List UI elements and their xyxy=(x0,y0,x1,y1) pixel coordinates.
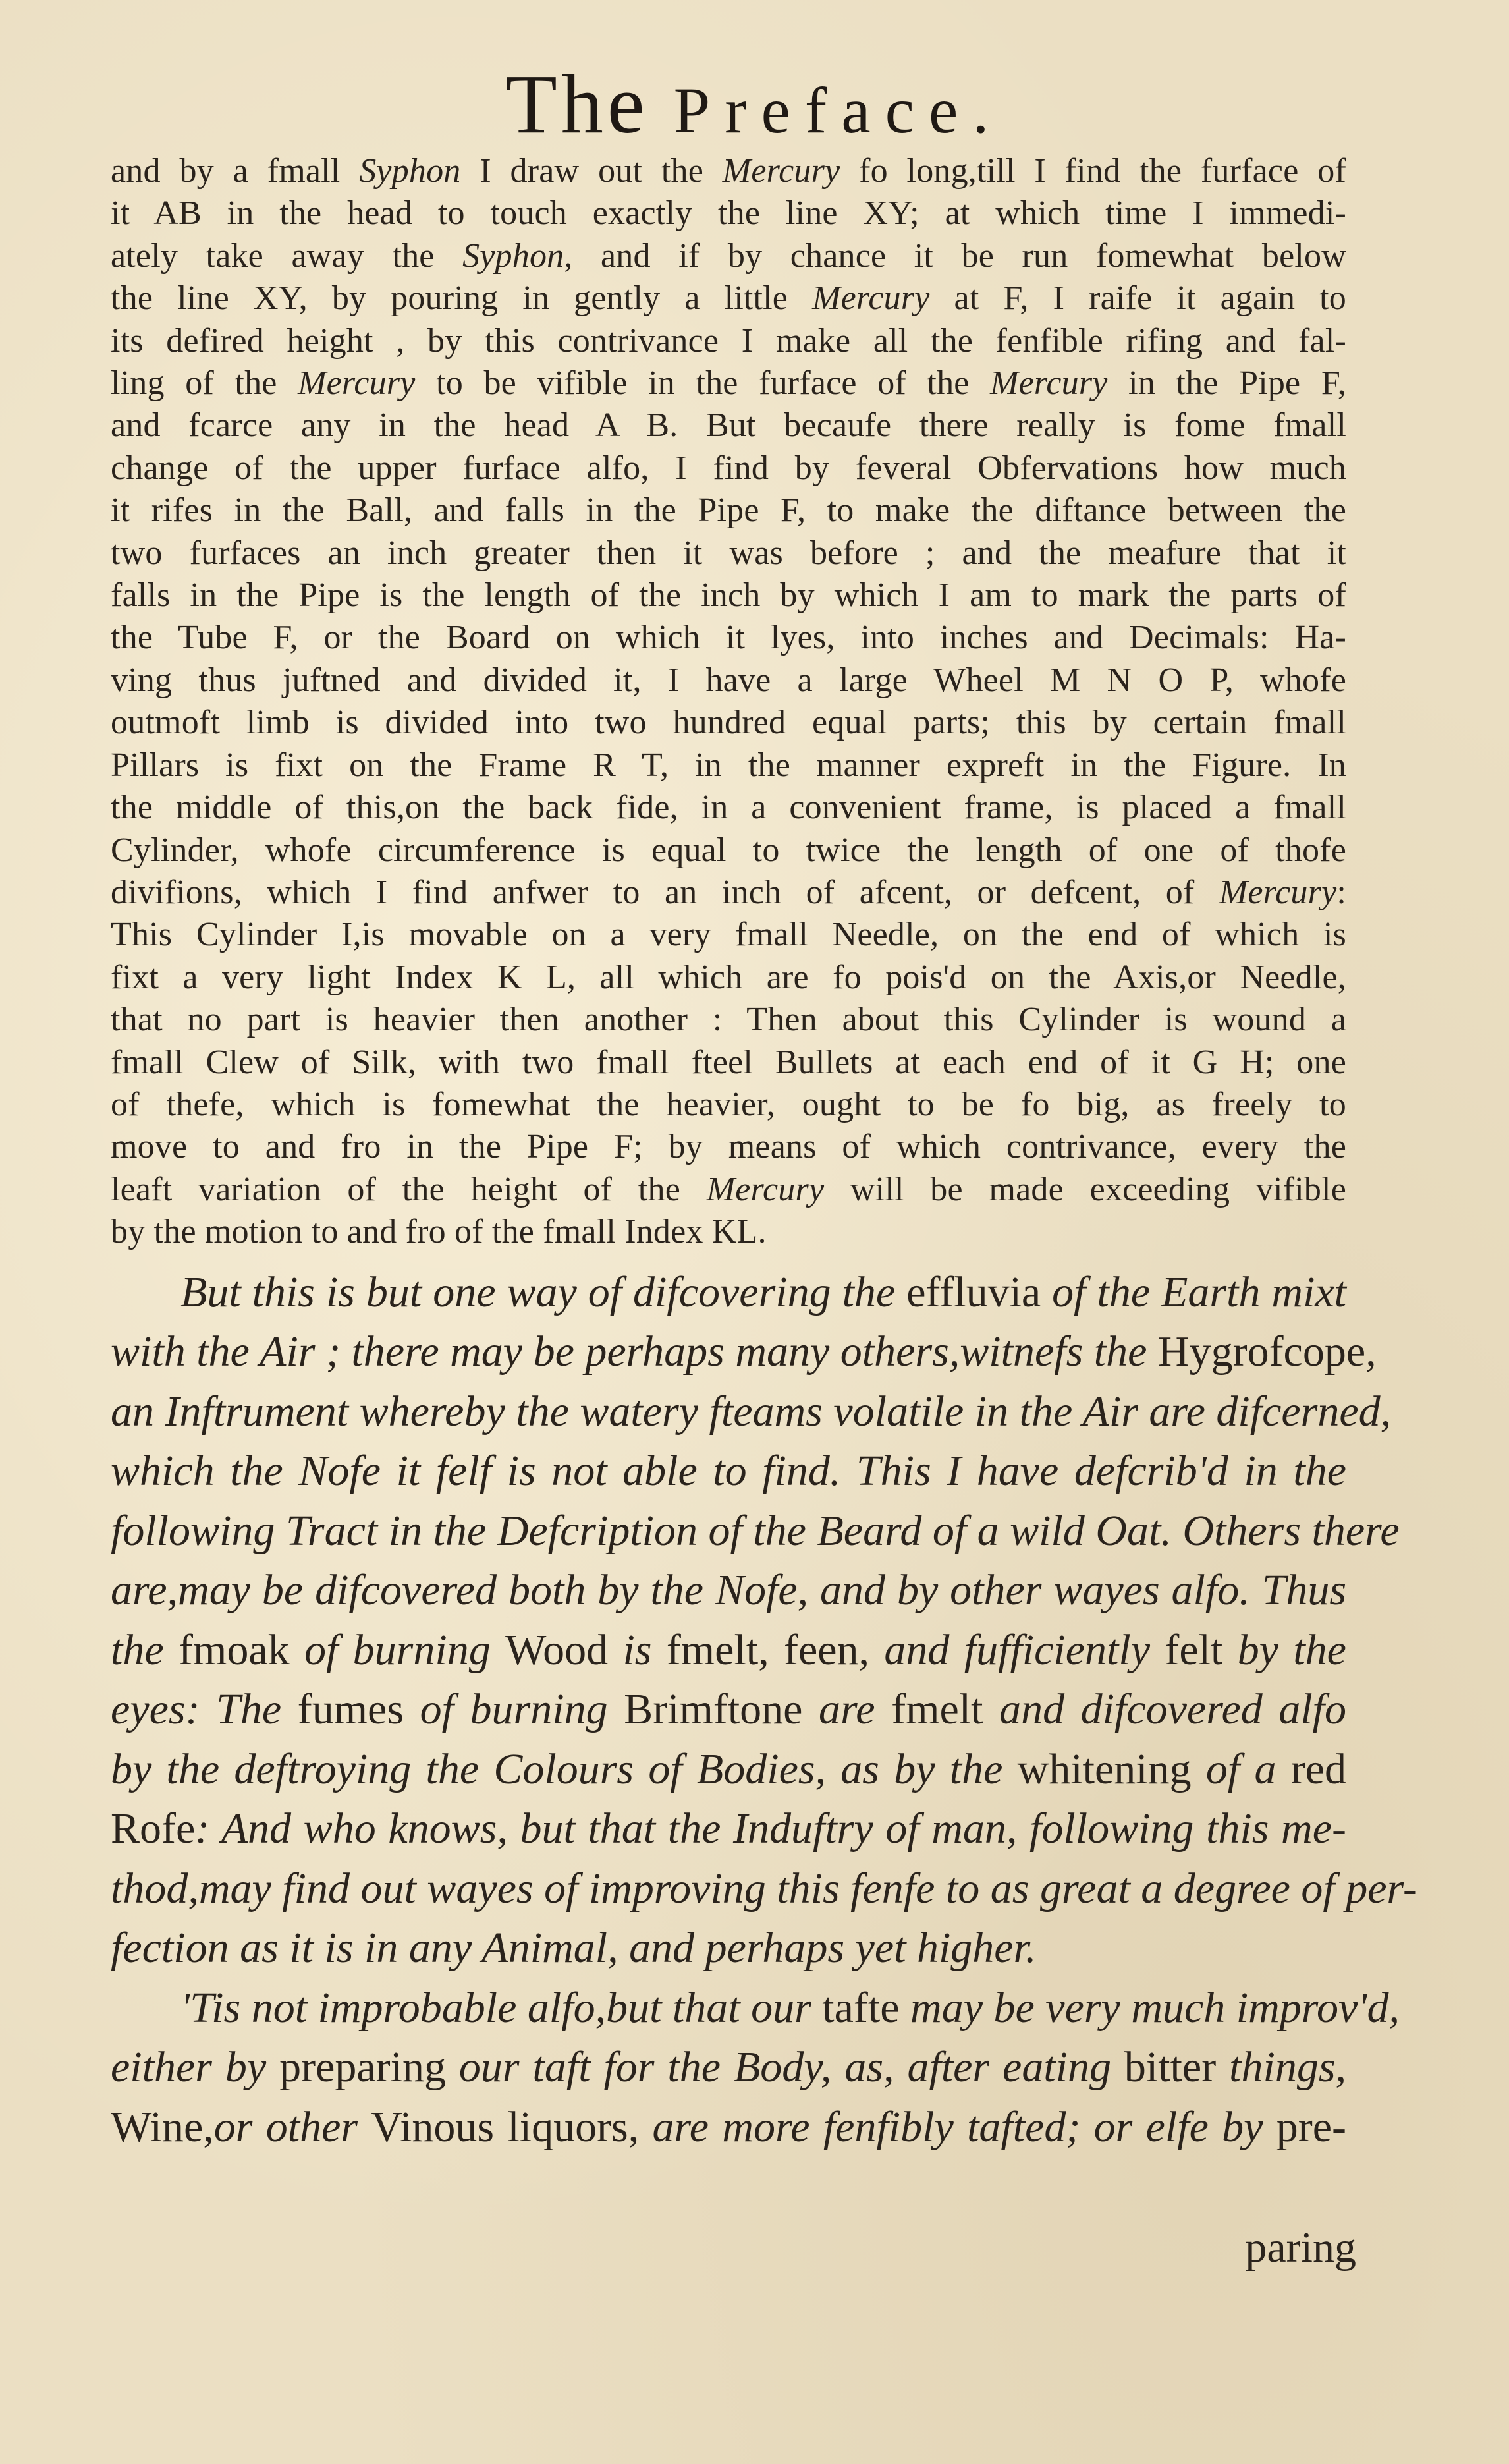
text-line xyxy=(111,192,1346,235)
roman-run: Brimftone xyxy=(624,1685,803,1734)
text-run: thod,may find out wayes of improving this fenfe to as great a degree of per- xyxy=(111,1864,1417,1913)
text-run: by the xyxy=(1222,1625,1346,1674)
text-run: : And who knows, but that the Induftry of man, following this me- xyxy=(195,1805,1346,1853)
text-run: : xyxy=(1336,873,1346,911)
text-run: and fcarce any in the head A B. But becaufe there really is fome fmall xyxy=(111,406,1346,445)
text-line xyxy=(111,702,1346,744)
text-run: and by a fmall xyxy=(111,152,360,190)
text-run: change of the upper furface alfo, I find by feveral Obfervations how much xyxy=(111,449,1346,487)
italic-run: Mercury xyxy=(1219,873,1337,911)
text-run: by the motion to and fro of the fmall Index KL. xyxy=(111,1213,767,1251)
paragraph-effluvia xyxy=(111,1263,1417,1978)
text-run: it AB in the head to touch exactly the line XY; at which time I immedi- xyxy=(111,194,1346,233)
text-line xyxy=(111,957,1346,999)
text-run: which the Nofe it felf is not able to find. This I have defcrib'd in the xyxy=(111,1447,1346,1496)
text-line xyxy=(111,1501,1400,1561)
italic-run: Mercury xyxy=(298,364,416,403)
italic-run: Mercury xyxy=(706,1170,825,1208)
roman-run: tafte xyxy=(822,1983,900,2032)
text-line xyxy=(111,1211,1346,1253)
text-line xyxy=(111,914,1346,956)
text-line xyxy=(111,1621,1346,1681)
text-run: This Cylinder I,is movable on a very fmall Needle, on the end of which is xyxy=(111,916,1346,954)
text-line xyxy=(111,1859,1417,1919)
roman-run: Hygrofcope xyxy=(1157,1328,1366,1376)
text-run: our taft for the Body, as, after eating xyxy=(445,2043,1124,2092)
text-line xyxy=(111,1042,1346,1084)
text-run: or other xyxy=(213,2102,371,2151)
text-line xyxy=(111,1978,1400,2038)
text-line xyxy=(111,490,1346,532)
italic-run: Syphon xyxy=(462,237,564,275)
text-run: fo long,till I find the furface of xyxy=(840,152,1346,190)
text-line xyxy=(111,787,1346,829)
text-run: things, xyxy=(1216,2043,1347,2092)
roman-run: red xyxy=(1290,1745,1346,1793)
text-run: following Tract in the Defcription of the Beard of a wild Oat. Others there xyxy=(111,1506,1400,1555)
text-run: fmall Clew of Silk, with two fmall fteel Bullets at each end of it G H; one xyxy=(111,1043,1346,1081)
text-run: , and if by chance it be run fomewhat below xyxy=(564,237,1346,275)
text-line xyxy=(111,235,1346,277)
text-run: with the Air ; there may be perhaps many others,witnefs the xyxy=(111,1328,1158,1376)
text-run: are xyxy=(802,1685,892,1734)
text-line xyxy=(111,829,1346,872)
text-line xyxy=(111,532,1346,574)
body-text xyxy=(111,150,1417,2157)
text-run: and fufficiently xyxy=(869,1625,1165,1674)
text-run: the xyxy=(111,1625,178,1674)
text-run: falls in the Pipe is the length of the inch by which I am to mark the parts of xyxy=(111,576,1346,615)
text-line xyxy=(111,150,1346,192)
running-head-second: Preface. xyxy=(673,74,1004,147)
text-run: , xyxy=(1365,1328,1377,1376)
text-run: leaft variation of the height of the xyxy=(111,1170,707,1208)
text-line xyxy=(111,872,1346,914)
roman-run: pre- xyxy=(1276,2102,1347,2151)
text-line xyxy=(111,1084,1346,1126)
text-run: fixt a very light Index K L, all which are fo pois'd on the Axis,or Needle, xyxy=(111,958,1346,996)
roman-run: fmoak xyxy=(178,1625,290,1674)
text-line xyxy=(111,999,1346,1041)
text-line xyxy=(111,1442,1346,1501)
italic-run: Mercury xyxy=(990,364,1108,403)
text-line xyxy=(111,1263,1346,1323)
roman-run: fmelt xyxy=(891,1685,983,1734)
roman-run: preparing xyxy=(279,2043,446,2092)
text-run: an Inftrument whereby the watery fteams volatile in the Air are difcerned, xyxy=(111,1387,1392,1436)
paragraph-taste xyxy=(111,1978,1400,2158)
italic-run: Syphon xyxy=(359,152,461,190)
text-run: the line XY, by pouring in gently a little xyxy=(111,279,813,318)
text-run: the Tube F, or the Board on which it lyes, into inches and Decimals: Ha- xyxy=(111,619,1346,657)
roman-run: bitter xyxy=(1124,2043,1217,2092)
text-line xyxy=(111,447,1346,490)
text-run: of the Earth mixt xyxy=(1041,1268,1347,1316)
text-run: of thefe, which is fomewhat the heavier, ought to be fo big, as freely to xyxy=(111,1085,1346,1123)
text-run: ving thus juftned and divided it, I have a large Wheel M N O P, whofe xyxy=(111,661,1346,699)
text-line xyxy=(111,2098,1346,2158)
text-run: But this is but one way of difcovering the xyxy=(180,1268,907,1316)
roman-run: Wood xyxy=(505,1625,609,1674)
text-run: by the deftroying the Colours of Bodies, as by the xyxy=(111,1745,1018,1793)
text-run: fection as it is in any Animal, and perhaps yet higher. xyxy=(111,1924,1037,1973)
text-line xyxy=(111,1799,1346,1859)
text-run: of burning xyxy=(404,1685,624,1734)
text-run: outmoft limb is divided into two hundred equal parts; this by certain fmall xyxy=(111,704,1346,742)
roman-run: Vinous liquors, xyxy=(371,2102,640,2151)
text-run: Cylinder, whofe circumference is equal to twice the length of one of thofe xyxy=(111,831,1346,869)
text-run: in the Pipe F, xyxy=(1107,364,1346,403)
text-line xyxy=(111,2038,1346,2098)
text-line xyxy=(111,1918,1346,1978)
text-line xyxy=(111,574,1346,617)
text-run: move to and fro in the Pipe F; by means of which contrivance, every the xyxy=(111,1128,1346,1166)
text-run: the middle of this,on the back fide, in a convenient frame, is placed a fmall xyxy=(111,789,1346,827)
text-run: 'Tis not improbable alfo,but that our xyxy=(180,1983,823,2032)
text-line xyxy=(111,1169,1346,1211)
roman-run: whitening xyxy=(1017,1745,1192,1793)
text-run: will be made exceeding vifible xyxy=(824,1170,1346,1208)
catchword: paring xyxy=(1245,2224,1356,2272)
text-line xyxy=(111,659,1346,702)
italic-run: Mercury xyxy=(812,279,930,318)
text-line xyxy=(111,277,1346,320)
text-run: divifions, which I find anfwer to an inch of afcent, or defcent, of xyxy=(111,873,1219,911)
text-run: Pillars is fixt on the Frame R T, in the manner expreft in the Figure. In xyxy=(111,746,1346,784)
text-line xyxy=(111,1561,1346,1621)
text-run: of a xyxy=(1191,1745,1291,1793)
text-run: are,may be difcovered both by the Nofe, and by other wayes alfo. Thus xyxy=(111,1566,1346,1615)
roman-run: fumes xyxy=(297,1685,404,1734)
running-head xyxy=(0,58,1509,157)
text-run: is xyxy=(608,1625,667,1674)
text-run: eyes: The xyxy=(111,1685,298,1734)
text-line xyxy=(111,1126,1346,1168)
text-run: its defired height , by this contrivance I make all the fenfible rifing and fal- xyxy=(111,322,1346,360)
roman-run: effluvia xyxy=(906,1268,1041,1316)
text-line xyxy=(111,1322,1377,1382)
text-run: at F, I raife it again to xyxy=(929,279,1346,318)
paragraph-mercury-apparatus xyxy=(111,150,1346,1254)
text-run: of burning xyxy=(289,1625,506,1674)
running-head-first: The xyxy=(505,57,649,151)
text-run: and difcovered alfo xyxy=(983,1685,1347,1734)
text-line xyxy=(111,1382,1392,1442)
text-run: two furfaces an inch greater then it was before ; and the meafure that it xyxy=(111,534,1346,572)
text-run: I draw out the xyxy=(460,152,723,190)
text-line xyxy=(111,405,1346,447)
text-line xyxy=(111,320,1346,362)
roman-run: felt xyxy=(1165,1625,1223,1674)
roman-run: Rofe xyxy=(111,1805,196,1853)
text-line xyxy=(111,1680,1346,1740)
text-run: either by xyxy=(111,2043,280,2092)
text-run: ately take away the xyxy=(111,237,463,275)
text-run: are more fenfibly tafted; or elfe by xyxy=(639,2102,1276,2151)
text-run: ling of the xyxy=(111,364,298,403)
italic-run: Mercury xyxy=(722,152,840,190)
text-line xyxy=(111,617,1346,659)
text-run: that no part is heavier then another : Then about this Cylinder is wound a xyxy=(111,1001,1346,1039)
text-run: it rifes in the Ball, and falls in the Pipe F, to make the diftance between the xyxy=(111,491,1346,530)
roman-run: Wine, xyxy=(111,2102,214,2151)
text-line xyxy=(111,362,1346,405)
roman-run: fmelt, feen, xyxy=(666,1625,870,1674)
text-run: may be very much improv'd, xyxy=(899,1983,1400,2032)
text-run: to be vifible in the furface of the xyxy=(415,364,991,403)
text-line xyxy=(111,744,1346,787)
text-line xyxy=(111,1740,1346,1800)
